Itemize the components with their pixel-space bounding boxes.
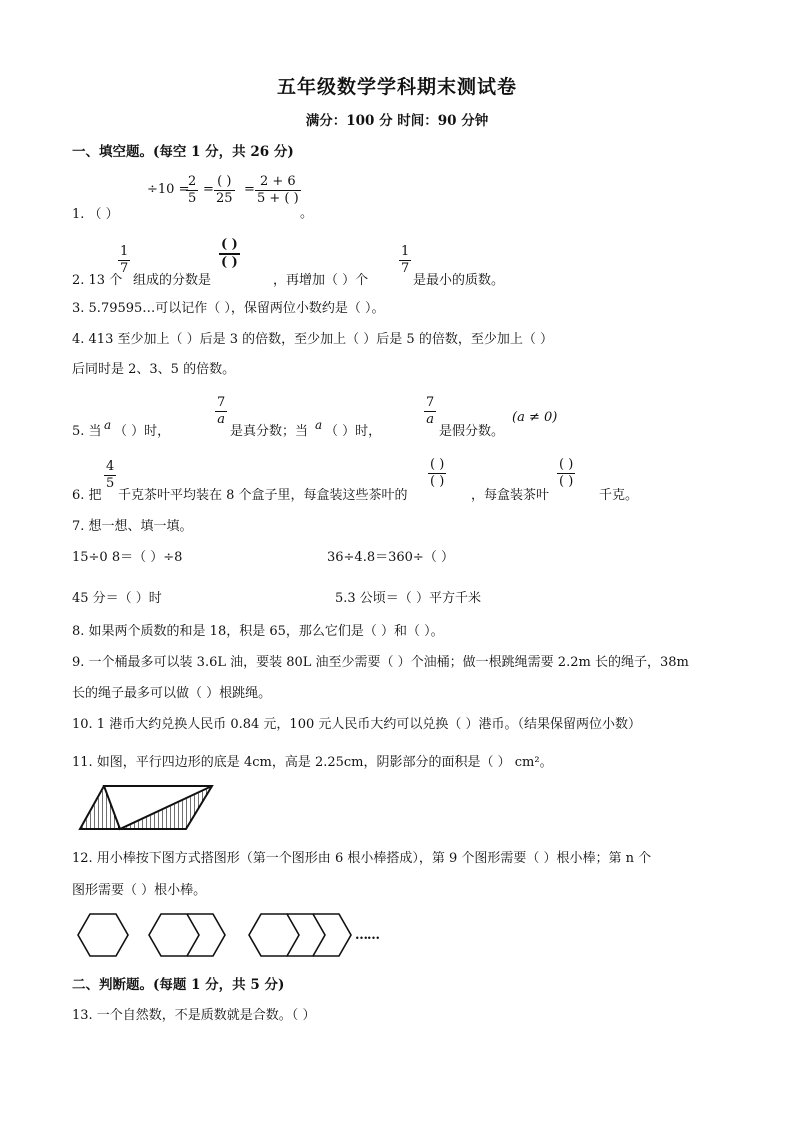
q2-text-c: ，再增加（ ）个 xyxy=(273,273,369,288)
q2-f3-num: 1 xyxy=(401,244,410,259)
hexagon-figure-3 xyxy=(249,914,351,956)
q5-f2-num: 7 xyxy=(426,395,435,410)
question-3: 3. 5.79595…可以记作（ ），保留两位小数约是（ ）。 xyxy=(72,301,385,316)
hexagon-pattern-figure xyxy=(76,912,396,962)
question-11: 11. 如图，平行四边形的底是 4cm，高是 2.25cm，阴影部分的面积是（ ） cm²。 xyxy=(72,755,553,770)
q1-end: 。 xyxy=(300,206,314,221)
q1-number: 1. （ ） xyxy=(72,207,119,222)
q1-f1-num: 2 xyxy=(188,174,197,189)
hexagon-figure-3-second xyxy=(287,914,325,956)
q2-f2-den: ( ) xyxy=(221,255,238,270)
question-12-line-2: 图形需要（ ）根小棒。 xyxy=(72,883,207,898)
q1-f3-den: 5 + ( ) xyxy=(257,191,299,206)
q5-fraction-1 xyxy=(215,395,227,428)
page-title: 五年级数学学科期末测试卷 xyxy=(276,76,517,98)
question-4-line-2: 后同时是 2、3、5 的倍数。 xyxy=(72,362,236,377)
question-4-line-1: 4. 413 至少加上（ ）后是 3 的倍数，至少加上（ ）后是 5 的倍数，至少加上（ ） xyxy=(72,332,553,347)
q2-f1-num: 1 xyxy=(120,244,129,259)
q6-fraction-answer-2 xyxy=(557,457,575,490)
q5-variable-2: a xyxy=(315,418,323,432)
q5-text-b: （ ）时， xyxy=(114,424,171,439)
q2-fraction-1 xyxy=(118,244,130,277)
q1-f2-den: 25 xyxy=(216,191,233,206)
hexagon-figure-2 xyxy=(149,914,225,956)
q6-text-b: 千克茶叶平均装在 8 个盒子里，每盒装这些茶叶的 xyxy=(118,488,408,503)
hexagon-figure-2-first xyxy=(149,914,199,956)
q1-f3-num: 2 + 6 xyxy=(255,174,301,191)
q1-f1-den: 5 xyxy=(188,191,197,206)
parallelogram-figure xyxy=(78,784,218,834)
q5-f2-den: a xyxy=(426,412,435,427)
q6-text-c: ，每盒装茶叶 xyxy=(471,488,550,503)
q1-eq2: = xyxy=(203,182,214,197)
section-fill-in-heading: 一、填空题。(每空 1 分，共 26 分) xyxy=(72,144,294,160)
q2-text-b: 组成的分数是 xyxy=(133,273,212,288)
q1-fraction-1 xyxy=(186,174,198,207)
q6-f2-den: ( ) xyxy=(430,474,445,489)
q7-item-a: 15÷0 8＝（ ）÷8 xyxy=(72,550,183,565)
hexagon-figure-2-second xyxy=(187,914,225,956)
exam-info: 满分：100 分 时间：90 分钟 xyxy=(305,113,489,129)
q5-text-e: 是假分数。 xyxy=(439,424,505,439)
q6-text-d: 千克。 xyxy=(599,488,639,503)
q6-f1-num: 4 xyxy=(106,459,115,474)
q1-eq3: = xyxy=(244,182,255,197)
question-9-line-1: 9. 一个桶最多可以装 3.6L 油，要装 80L 油至少需要（ ）个油桶；做一根跳绳需要 2.2m 长的绳子，38m xyxy=(72,655,689,670)
q2-fraction-answer xyxy=(219,237,240,271)
section-true-false-heading: 二、判断题。(每题 1 分，共 5 分) xyxy=(72,977,285,993)
q5-fraction-2 xyxy=(424,395,436,428)
q5-text-d: （ ）时， xyxy=(325,424,382,439)
question-8: 8. 如果两个质数的和是 18，积是 65，那么它们是（ ）和（ ）。 xyxy=(72,624,444,639)
hexagon-figure-3-first xyxy=(249,914,299,956)
q5-condition: (a ≠ 0) xyxy=(512,410,558,425)
q5-text-a: 5. 当 xyxy=(72,424,102,439)
q1-fraction-3 xyxy=(255,174,301,207)
hexagon-figure-3-third xyxy=(313,914,351,956)
q5-f1-den: a xyxy=(217,412,226,427)
q6-fraction-1 xyxy=(104,459,116,492)
q6-f1-den: 5 xyxy=(106,476,115,491)
q2-f3-den: 7 xyxy=(401,261,410,276)
q1-eq-left: ÷10 = xyxy=(147,182,190,197)
q2-fraction-3 xyxy=(399,244,411,277)
question-10: 10. 1 港币大约兑换人民币 0.84 元，100 元人民币大约可以兑换（ ）港币。（结果保留两位小数） xyxy=(72,717,641,732)
question-12-line-1: 12. 用小棒按下图方式搭图形（第一个图形由 6 根小棒搭成），第 9 个图形需要（ ）根小棒；第 n 个 xyxy=(72,851,652,866)
q7-item-d: 5.3 公顷＝（ ）平方千米 xyxy=(335,591,481,606)
hexagon-figure-1 xyxy=(78,914,128,956)
question-13: 13. 一个自然数，不是质数就是合数。（ ） xyxy=(72,1008,316,1023)
q1-fraction-2 xyxy=(214,174,235,207)
q5-text-c: 是真分数；当 xyxy=(230,424,309,439)
q6-f2-num: ( ) xyxy=(430,457,445,472)
q1-f2-num: ( ) xyxy=(214,174,235,191)
q6-f3-num: ( ) xyxy=(559,457,574,472)
q5-variable-1: a xyxy=(104,418,112,432)
question-9-line-2: 长的绳子最多可以做（ ）根跳绳。 xyxy=(72,686,272,701)
question-7: 7. 想一想、填一填。 xyxy=(72,519,193,534)
q2-f2-num: ( ) xyxy=(219,237,240,255)
q2-text-d: 是最小的质数。 xyxy=(413,273,505,288)
q7-item-c: 45 分＝（ ）时 xyxy=(72,591,162,606)
q2-f1-den: 7 xyxy=(120,261,129,276)
q2-text-a: 2. 13 个 xyxy=(72,273,123,288)
q6-fraction-answer-1 xyxy=(428,457,446,490)
q7-item-b: 36÷4.8＝360÷（ ） xyxy=(327,550,454,565)
q6-f3-den: ( ) xyxy=(559,474,574,489)
q6-text-a: 6. 把 xyxy=(72,488,102,503)
q5-f1-num: 7 xyxy=(217,395,226,410)
hexagon-ellipsis: …… xyxy=(355,928,379,943)
